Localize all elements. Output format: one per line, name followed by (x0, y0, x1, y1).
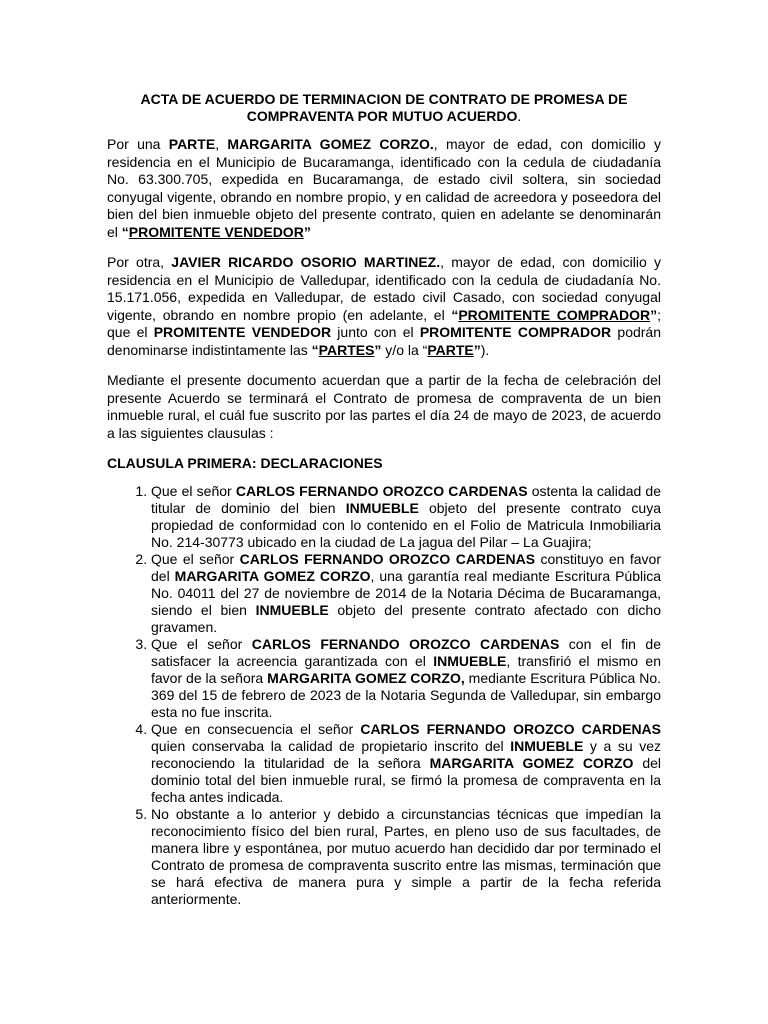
text: , (215, 136, 228, 152)
list-item (151, 721, 661, 806)
bold-term: MARGARITA GOMEZ CORZO (429, 755, 634, 771)
text: , mayor de edad, con domicilio y residencia en el Municipio de Valledupar, identificado con la cedula de ciudadanía No. 15.171.056, expedida en Valledupar, de estado civil Casado, con sociedad conyugal vigente, obrando en nombre propio (en adelante, el (107, 254, 661, 323)
quote: “ (121, 223, 129, 240)
list-item (151, 483, 661, 551)
section-heading: CLAUSULA PRIMERA: DECLARACIONES (107, 455, 383, 471)
buyer-name: JAVIER RICARDO OSORIO MARTINEZ. (171, 254, 441, 270)
title-period: . (517, 108, 522, 124)
text: ; que el (107, 306, 661, 340)
declarations-list (107, 483, 661, 908)
paragraph-seller (107, 136, 661, 241)
text: Que el señor (151, 483, 236, 499)
quote: ” (303, 223, 311, 240)
quote: “ (451, 306, 459, 323)
seller-role: PROMITENTE VENDEDOR (128, 223, 304, 240)
list-item (151, 551, 661, 636)
bold-term: INMUEBLE (510, 738, 584, 754)
bold-term: MARGARITA GOMEZ CORZO, (267, 670, 465, 686)
text: constituyo en favor del (151, 551, 661, 584)
buyer-role: PROMITENTE COMPRADOR (458, 306, 651, 323)
bold-term: INMUEBLE (255, 602, 329, 618)
bold-term: INMUEBLE (433, 653, 507, 669)
bold-term: INMUEBLE (345, 500, 419, 516)
text: Que el señor (151, 551, 240, 567)
title-line-1: ACTA DE ACUERDO DE TERMINACION DE CONTRATO DE PROMESA DE (140, 91, 628, 107)
list-item (151, 636, 661, 721)
paragraph-buyer (107, 254, 661, 359)
text: , mayor de edad, con domicilio y residencia en el Municipio de Bucaramanga, identificado con la cedula de ciudadanía No. 63.300.705, expedida en Bucaramanga, de estado civil soltera, sin sociedad conyugal vigente, obrando en nombre propio, y en calidad de acreedora y poseedora del bien del bien inmueble objeto del presente contrato, quien en adelante se denominarán el (107, 136, 662, 240)
quote: ” (650, 306, 658, 323)
text: y/o la “ (381, 341, 428, 358)
text: del dominio total del bien inmueble rural, se firmó la promesa de compraventa en la fecha antes indicada. (151, 755, 662, 805)
bold-term: MARGARITA GOMEZ CORZO (174, 568, 371, 584)
bold-term: CARLOS FERNANDO OROZCO CARDENAS (251, 636, 560, 652)
text: objeto del presente contrato cuya propiedad de conformidad con lo contenido en el Folio de Matricula Inmobiliaria No. 214-30773 ubicado en la ciudad de La jagua del Pilar – La Guajira; (151, 500, 662, 550)
quote: “ (311, 341, 319, 358)
title-line-2: COMPRAVENTA POR MUTUO ACUERDO (246, 108, 518, 124)
text: podrán denominarse indistintamente las (107, 324, 661, 358)
bold-term: PROMITENTE VENDEDOR (153, 324, 332, 340)
text: mediante Escritura Pública No. 369 del 15 de febrero de 2023 de la Notaria Segunda de Valledupar, sin embargo esta no fue inscrita. (151, 670, 661, 720)
text: Por una (107, 136, 169, 152)
document-title (107, 91, 661, 125)
text: No obstante a lo anterior y debido a circunstancias técnicas que impedían la reconocimiento físico del bien rural, Partes, en pleno uso de sus facultades, de manera libre y espontánea, por mutuo acuerdo han decidido dar por terminado el Contrato de promesa de compraventa suscrito entre las mismas, terminación que se hará efectiva de manera pura y simple a partir de la fecha referida anteriormente. (151, 806, 661, 907)
text: Que en consecuencia el señor (151, 721, 361, 737)
text: , una garantía real mediante Escritura Pública No. 04011 del 27 de noviembre de 2014 de la Notaria Décima de Bucaramanga, siendo el bien (151, 568, 661, 618)
bold-term: PARTE (168, 136, 216, 152)
text: y a su vez reconociendo la titularidad de la señora (151, 738, 662, 771)
text: Que el señor (151, 636, 252, 652)
text: con el fin de satisfacer la acreencia garantizada con el (151, 636, 661, 669)
quote: ” (473, 341, 481, 358)
paragraph-agreement: Mediante el presente documento acuerdan que a partir de la fecha de celebración del presente Acuerdo se terminará el Contrato de promesa de compraventa de un bien inmueble rural, el cuál fue suscrito por las partes el día 24 de mayo de 2023, de acuerdo a las siguientes clausulas : (107, 372, 661, 441)
party-term: PARTE (427, 341, 474, 358)
list-item (151, 806, 661, 908)
text: objeto del presente contrato afectado con dicho gravamen. (151, 602, 662, 635)
text: quien conservaba la calidad de propietario inscrito del (151, 738, 511, 754)
seller-name: MARGARITA GOMEZ CORZO. (227, 136, 434, 152)
bold-term: CARLOS FERNANDO OROZCO CARDENAS (239, 551, 536, 567)
bold-term: CARLOS FERNANDO OROZCO CARDENAS (235, 483, 528, 499)
bold-term: PROMITENTE COMPRADOR (419, 324, 612, 340)
text: junto con el (331, 324, 420, 340)
text: , transfirió el mismo en favor de la señora (151, 653, 662, 686)
bold-term: CARLOS FERNANDO OROZCO CARDENAS (360, 721, 662, 737)
text: ). (480, 341, 490, 358)
parties-term: PARTES (318, 341, 375, 358)
text: Por otra, (107, 254, 172, 270)
quote: ” (374, 341, 382, 358)
text: ostenta la calidad de titular de dominio del bien (151, 483, 661, 516)
